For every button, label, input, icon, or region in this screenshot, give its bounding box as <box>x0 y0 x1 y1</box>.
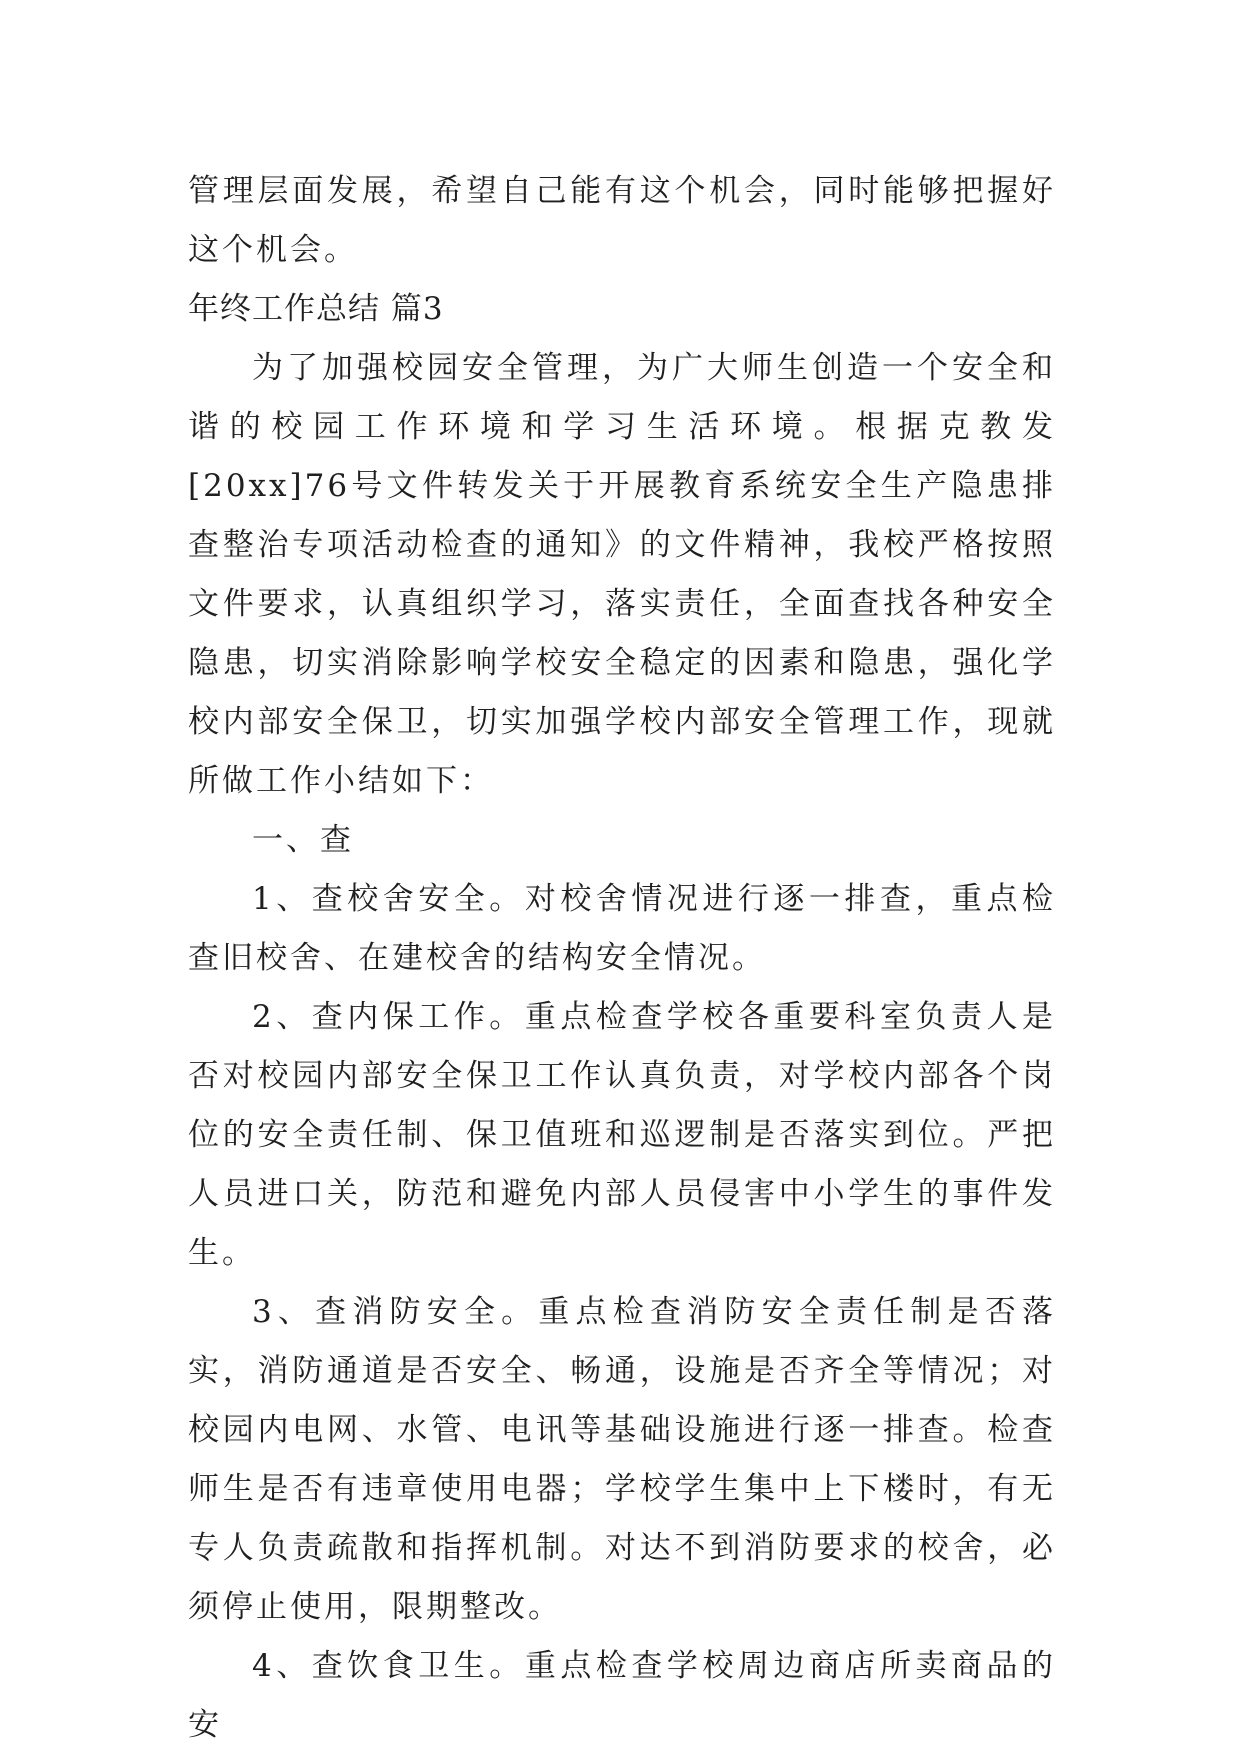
subheading-check: 一、查 <box>252 822 354 858</box>
list-item: 4、查饮食卫生。重点检查学校周边商店所卖商品的安 <box>188 1648 1056 1743</box>
list-item: 1、查校舍安全。对校舍情况进行逐一排查，重点检查旧校舍、在建校舍的结构安全情况。 <box>188 881 1056 976</box>
document-body <box>188 162 1056 1755</box>
paragraph-continuation: 管理层面发展，希望自己能有这个机会，同时能够把握好这个机会。 <box>188 173 1056 268</box>
list-item: 3、查消防安全。重点检查消防安全责任制是否落实，消防通道是否安全、畅通，设施是否齐全等情况；对校园内电网、水管、电讯等基础设施进行逐一排查。检查师生是否有违章使用电器；学校学生集中上下楼时，有无专人负责疏散和指挥机制。对达不到消防要求的校舍，必须停止使用，限期整改。 <box>188 1294 1056 1625</box>
section-heading: 年终工作总结 篇3 <box>188 291 444 327</box>
paragraph-intro: 为了加强校园安全管理，为广大师生创造一个安全和谐的校园工作环境和学习生活环境。根据克教发[20xx]76号文件转发关于开展教育系统安全生产隐患排查整治专项活动检查的通知》的文件精神，我校严格按照文件要求，认真组织学习，落实责任，全面查找各种安全隐患，切实消除影响学校安全稳定的因素和隐患，强化学校内部安全保卫，切实加强学校内部安全管理工作，现就所做工作小结如下： <box>188 350 1056 799</box>
list-item: 2、查内保工作。重点检查学校各重要科室负责人是否对校园内部安全保卫工作认真负责，对学校内部各个岗位的安全责任制、保卫值班和巡逻制是否落实到位。严把人员进口关，防范和避免内部人员侵害中小学生的事件发生。 <box>188 999 1056 1271</box>
